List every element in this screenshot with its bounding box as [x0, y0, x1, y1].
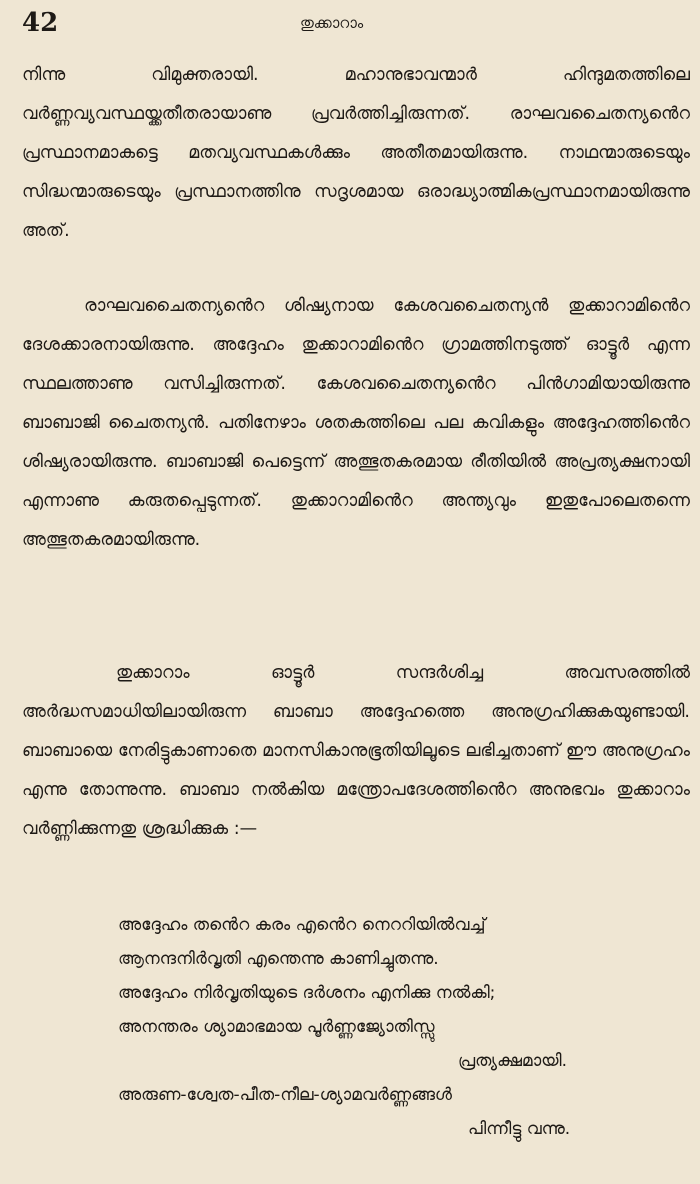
- verse-line: അദ്ദേഹം നിർവൃതിയുടെ ദർശനം എനിക്കു നൽകി;: [118, 983, 496, 1003]
- verse-line: അനന്തരം ശ്യാമാഭമായ പൂർണ്ണജ്യോതിസ്സു: [118, 1017, 435, 1037]
- paragraph-2: രാഘവചൈതന്യൻെറ ശിഷ്യനായ കേശവചൈതന്യൻ തുക്കാറാമിൻെറ ദേശക്കാരനായിരുന്നു. അദ്ദേഹം തുക്കാറാമിൻെറ ഗ്രാമത്തിനടുത്ത് ഓട്ടൂർ എന്ന സ്ഥലത്താണു വസിച്ചിരുന്നത്. കേശവചൈതന്യൻെറ പിൻഗാമിയായിരുന്നു ബാബാജി ചൈതന്യൻ. പതിനേഴാം ശതകത്തിലെ പല കവികളും അദ്ദേഹത്തിൻെറ ശിഷ്യരായിരുന്നു. ബാബാജി പെട്ടെന്ന് അത്ഭുതകരമായ രീതിയിൽ അപ്രത്യക്ഷനായി എന്നാണു കരുതപ്പെടുന്നത്. തുക്കാറാമിൻെറ അന്ത്യവും ഇതുപോലെതന്നെ അത്ഭുതകരമായിരുന്നു.: [22, 296, 690, 550]
- running-head: തുക്കാറാം: [300, 14, 364, 32]
- verse-line: പിന്നീട്ടു വന്നു.: [468, 1119, 571, 1139]
- verse-line: അരുണ-ശ്വേത-പീത-നീല-ശ്യാമവർണ്ണങ്ങൾ: [118, 1085, 452, 1105]
- paragraph-1: നിന്നു വിമുക്തരായി. മഹാനുഭാവന്മാർ ഹിന്ദുമതത്തിലെ വർണ്ണവ്യവസ്ഥയ്ക്കതീതരായാണു പ്രവർത്തിച്ചിരുന്നത്. രാഘവചൈതന്യൻെറ പ്രസ്ഥാനമാകട്ടെ മതവ്യവസ്ഥകൾക്കും അതീതമായിരുന്നു. നാഥന്മാരുടെയും സിദ്ധന്മാരുടെയും പ്രസ്ഥാനത്തിനു സദൃശമായ ഒരാദ്ധ്യാത്മികപ്രസ്ഥാനമായിരുന്നു അത്.: [22, 65, 690, 241]
- verse-block: [118, 908, 678, 1146]
- verse-line: പ്രത്യക്ഷമായി.: [458, 1051, 567, 1071]
- verse-line: ആനന്ദനിർവൃതി എന്തെന്നു കാണിച്ചുതന്നു.: [118, 949, 439, 969]
- paragraph-3: തുക്കാറാം ഓട്ടൂർ സന്ദർശിച്ച അവസരത്തിൽ അർദ്ധസമാധിയിലായിരുന്ന ബാബാ അദ്ദേഹത്തെ അനുഗ്രഹിക്കുകയുണ്ടായി. ബാബായെ നേരിട്ടുകാണാതെ മാനസികാനുഭൂതിയിലൂടെ ലഭിച്ചതാണ് ഈ അനുഗ്രഹം എന്നു തോന്നുന്നു. ബാബാ നൽകിയ മന്ത്രോപദേശത്തിൻെറ അനുഭവം തുക്കാറാം വർണ്ണിക്കുന്നതു ശ്രദ്ധിക്കുക :—: [22, 663, 690, 839]
- verse-line: അദ്ദേഹം തൻെറ കരം എൻെറ നെററിയിൽവച്ച്: [118, 915, 486, 935]
- page-number: 42: [22, 8, 59, 38]
